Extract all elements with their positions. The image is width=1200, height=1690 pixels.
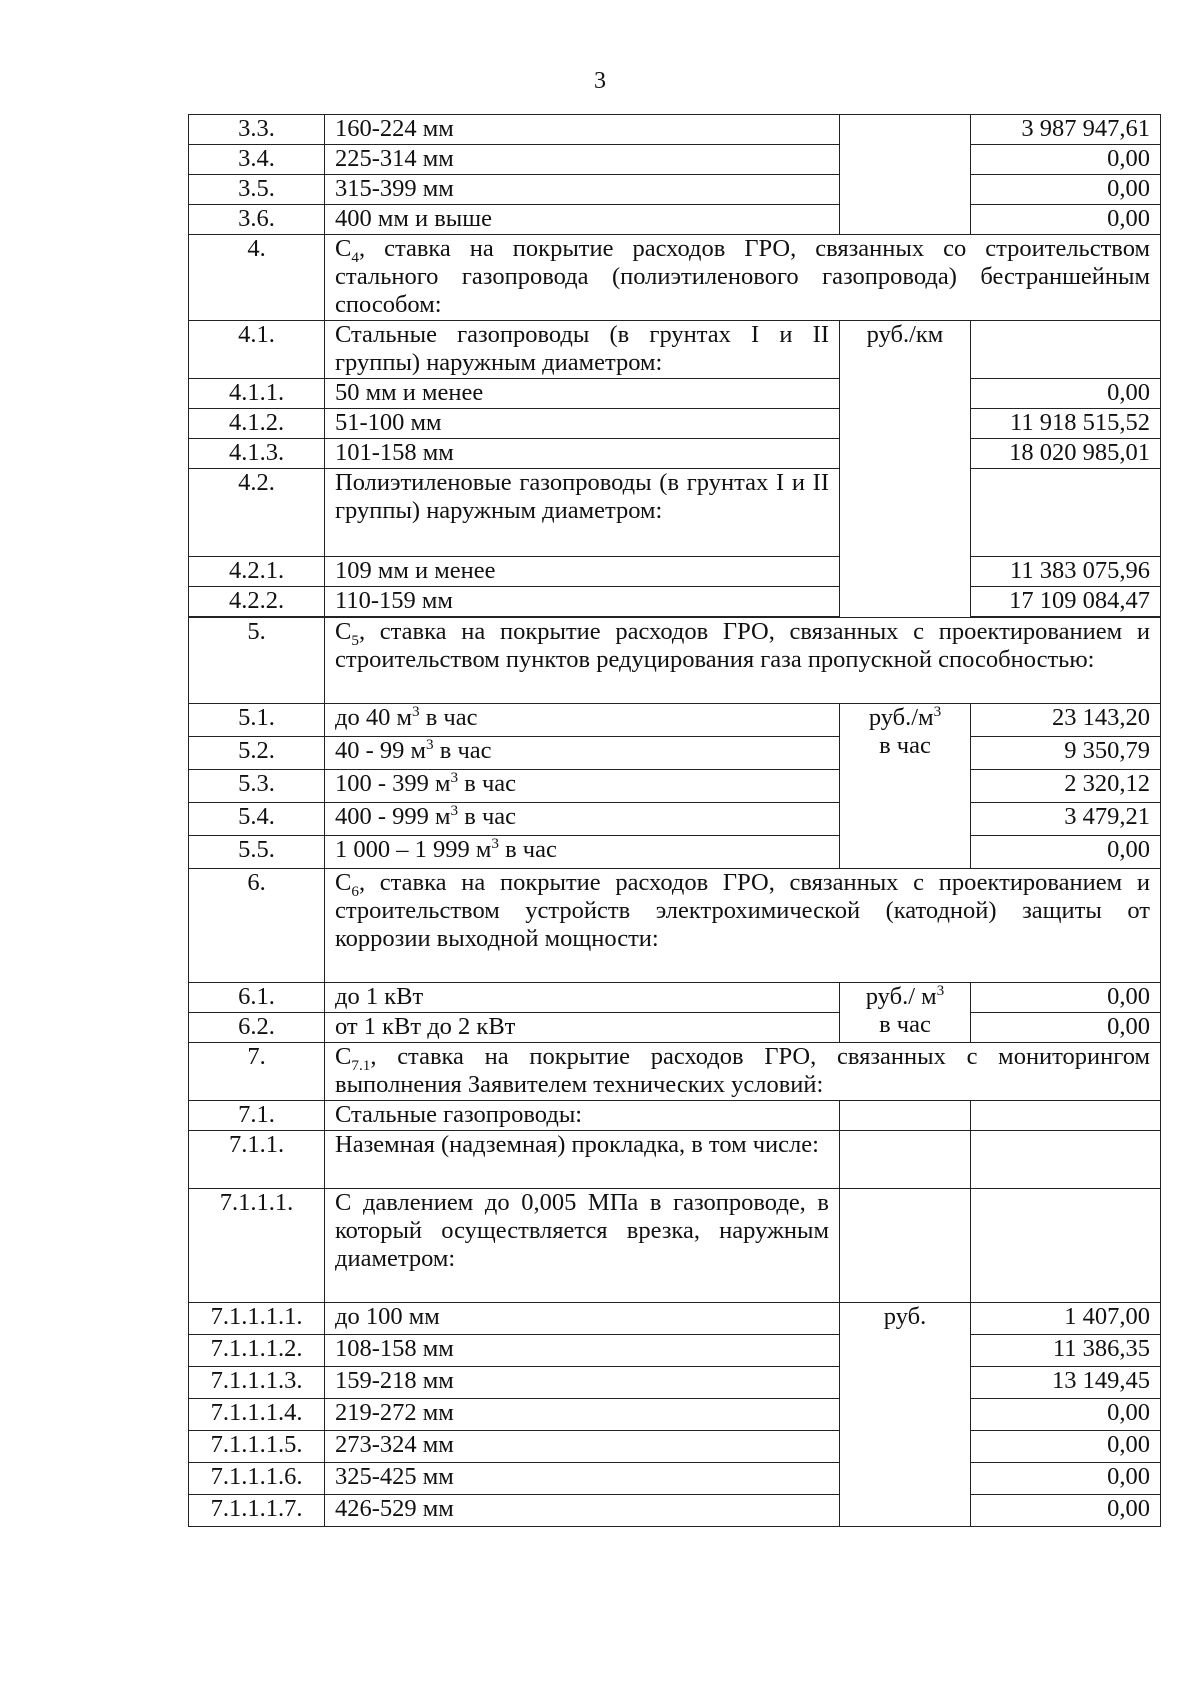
table-row [189, 737, 1161, 770]
table-row [189, 1303, 1161, 1335]
row-description: до 40 $м^3$ в час [325, 704, 840, 737]
row-number: 4. [189, 235, 325, 321]
row-number: 7.1.1.1. [189, 1189, 325, 1303]
row-description: 400 мм и выше [325, 205, 840, 235]
row-number: 4.1.1. [189, 379, 325, 409]
table-row [189, 1463, 1161, 1495]
row-number: 4.1. [189, 321, 325, 379]
row-value: 0,00 [971, 983, 1161, 1013]
row-value: 3 987 947,61 [971, 115, 1161, 145]
row-description: 160-224 мм [325, 115, 840, 145]
row-value: 11 383 075,96 [971, 557, 1161, 587]
table-row [189, 983, 1161, 1013]
row-value: 0,00 [971, 1013, 1161, 1043]
tariff-table [188, 114, 1161, 1527]
row-number: 5.5. [189, 836, 325, 869]
row-value: 2 320,12 [971, 770, 1161, 803]
table-row [189, 1431, 1161, 1463]
row-value [971, 469, 1161, 557]
row-value: 18 020 985,01 [971, 439, 1161, 469]
row-value: 0,00 [971, 379, 1161, 409]
row-value: 11 386,35 [971, 1335, 1161, 1367]
row-number: 7.1.1.1.3. [189, 1367, 325, 1399]
row-description: 219-272 мм [325, 1399, 840, 1431]
table-row [189, 1189, 1161, 1303]
row-description: 400 - 999 $м^3$ в час [325, 803, 840, 836]
row-description: 159-218 мм [325, 1367, 840, 1399]
row-value: 9 350,79 [971, 737, 1161, 770]
row-number: 6. [189, 869, 325, 983]
unit-label: в час [879, 1011, 931, 1038]
table-row [189, 379, 1161, 409]
row-number: 7.1. [189, 1101, 325, 1131]
row-value: 0,00 [971, 205, 1161, 235]
row-description: 100 - 399 $м^3$ в час [325, 770, 840, 803]
table-row [189, 1399, 1161, 1431]
table-row [189, 175, 1161, 205]
unit-cell [840, 983, 971, 1043]
row-value: 0,00 [971, 175, 1161, 205]
row-number: 7.1.1.1.4. [189, 1399, 325, 1431]
row-description: Стальные газопроводы: [325, 1101, 840, 1131]
section-row [189, 618, 1161, 704]
row-number: 7.1.1.1.2. [189, 1335, 325, 1367]
row-description: 50 мм и менее [325, 379, 840, 409]
row-number: 5.4. [189, 803, 325, 836]
section-row [189, 1043, 1161, 1101]
row-description: 101-158 мм [325, 439, 840, 469]
row-description: 110-159 мм [325, 587, 840, 617]
unit-label: $руб./м^3$ [868, 702, 942, 731]
table-row [189, 1495, 1161, 1527]
row-number: 7.1.1.1.5. [189, 1431, 325, 1463]
row-number: 7.1.1.1.1. [189, 1303, 325, 1335]
table-row [189, 1131, 1161, 1189]
row-number: 6.2. [189, 1013, 325, 1043]
table-row [189, 321, 1161, 379]
row-description: 426-529 мм [325, 1495, 840, 1527]
table-row [189, 205, 1161, 235]
row-description: С давлением до 0,005 МПа в газопроводе, в который осуществляется врезка, наружным диаметром: [325, 1189, 840, 1303]
row-description: до 1 кВт [325, 983, 840, 1013]
row-value: 3 479,21 [971, 803, 1161, 836]
unit-label: в час [879, 732, 931, 759]
table-row [189, 803, 1161, 836]
table-row [189, 469, 1161, 557]
unit-cell [840, 321, 971, 618]
row-value: 17 109 084,47 [971, 587, 1161, 617]
row-number: 5.2. [189, 737, 325, 770]
table-row [189, 1335, 1161, 1367]
row-description: 109 мм и менее [325, 557, 840, 587]
row-number: 6.1. [189, 983, 325, 1013]
row-description: 108-158 мм [325, 1335, 840, 1367]
row-number: 3.4. [189, 145, 325, 175]
table-row [189, 409, 1161, 439]
row-number: 3.6. [189, 205, 325, 235]
row-value [971, 1131, 1161, 1189]
row-value: 11 918 515,52 [971, 409, 1161, 439]
row-value: 23 143,20 [971, 704, 1161, 737]
section-description: $С_6$, ставка на покрытие расходов ГРО, связанных с проектированием и строительством устройств электрохимической (катодной) защиты от коррозии выходной мощности: [325, 869, 1161, 983]
row-number: 5.3. [189, 770, 325, 803]
section-description: $С_4$, ставка на покрытие расходов ГРО, связанных со строительством стального газопровода (полиэтиленового газопровода) бестраншейным способом: [325, 235, 1161, 321]
row-description: 325-425 мм [325, 1463, 840, 1495]
row-number: 7.1.1.1.7. [189, 1495, 325, 1527]
row-description: 315-399 мм [325, 175, 840, 205]
row-number: 4.1.2. [189, 409, 325, 439]
row-description: Наземная (надземная) прокладка, в том числе: [325, 1131, 840, 1189]
row-number: 4.1.3. [189, 439, 325, 469]
table-row [189, 115, 1161, 145]
table-row [189, 1367, 1161, 1399]
row-value [971, 1189, 1161, 1303]
row-number: 5. [189, 618, 325, 704]
section-description: $С_5$, ставка на покрытие расходов ГРО, связанных с проектированием и строительством пунктов редуцирования газа пропускной способностью: [325, 618, 1161, 704]
table-row [189, 704, 1161, 737]
unit-cell [840, 1303, 971, 1527]
table-row [189, 587, 1161, 617]
page-number: 3 [594, 68, 606, 94]
row-number: 3.3. [189, 115, 325, 145]
row-value [971, 321, 1161, 379]
row-description: Стальные газопроводы (в грунтах I и II группы) наружным диаметром: [325, 321, 840, 379]
unit-cell [840, 115, 971, 235]
row-description: от 1 кВт до 2 кВт [325, 1013, 840, 1043]
row-description: Полиэтиленовые газопроводы (в грунтах I и II группы) наружным диаметром: [325, 469, 840, 557]
row-description: 51-100 мм [325, 409, 840, 439]
row-value: 13 149,45 [971, 1367, 1161, 1399]
row-description: 1 000 – 1 999 $м^3$ в час [325, 836, 840, 869]
row-value: 0,00 [971, 1431, 1161, 1463]
unit-label: руб./ $м^3$ [865, 981, 945, 1010]
section-row [189, 869, 1161, 983]
row-value [971, 1101, 1161, 1131]
row-description: 40 - 99 $м^3$ в час [325, 737, 840, 770]
row-number: 4.2.2. [189, 587, 325, 617]
section-description: $С_{7.1}$, ставка на покрытие расходов ГРО, связанных с мониторингом выполнения Заявителем технических условий: [325, 1043, 1161, 1101]
unit-label: руб./км [866, 321, 944, 348]
row-description: 225-314 мм [325, 145, 840, 175]
unit-label: руб. [883, 1303, 927, 1330]
table-row [189, 145, 1161, 175]
row-value: 0,00 [971, 1495, 1161, 1527]
unit-cell [840, 1131, 971, 1189]
row-number: 4.2.1. [189, 557, 325, 587]
table-row [189, 1013, 1161, 1043]
row-value: 0,00 [971, 1399, 1161, 1431]
row-number: 7. [189, 1043, 325, 1101]
unit-cell [840, 1101, 971, 1131]
row-number: 3.5. [189, 175, 325, 205]
unit-cell [840, 704, 971, 869]
table-row [189, 836, 1161, 869]
row-number: 4.2. [189, 469, 325, 557]
row-number: 7.1.1.1.6. [189, 1463, 325, 1495]
unit-cell [840, 1189, 971, 1303]
row-value: 0,00 [971, 1463, 1161, 1495]
table-row [189, 1101, 1161, 1131]
table-row [189, 770, 1161, 803]
row-description: до 100 мм [325, 1303, 840, 1335]
section-row [189, 235, 1161, 321]
row-value: 0,00 [971, 836, 1161, 869]
row-number: 5.1. [189, 704, 325, 737]
table-row [189, 439, 1161, 469]
row-description: 273-324 мм [325, 1431, 840, 1463]
row-value: 0,00 [971, 145, 1161, 175]
table-row [189, 557, 1161, 587]
row-number: 7.1.1. [189, 1131, 325, 1189]
row-value: 1 407,00 [971, 1303, 1161, 1335]
